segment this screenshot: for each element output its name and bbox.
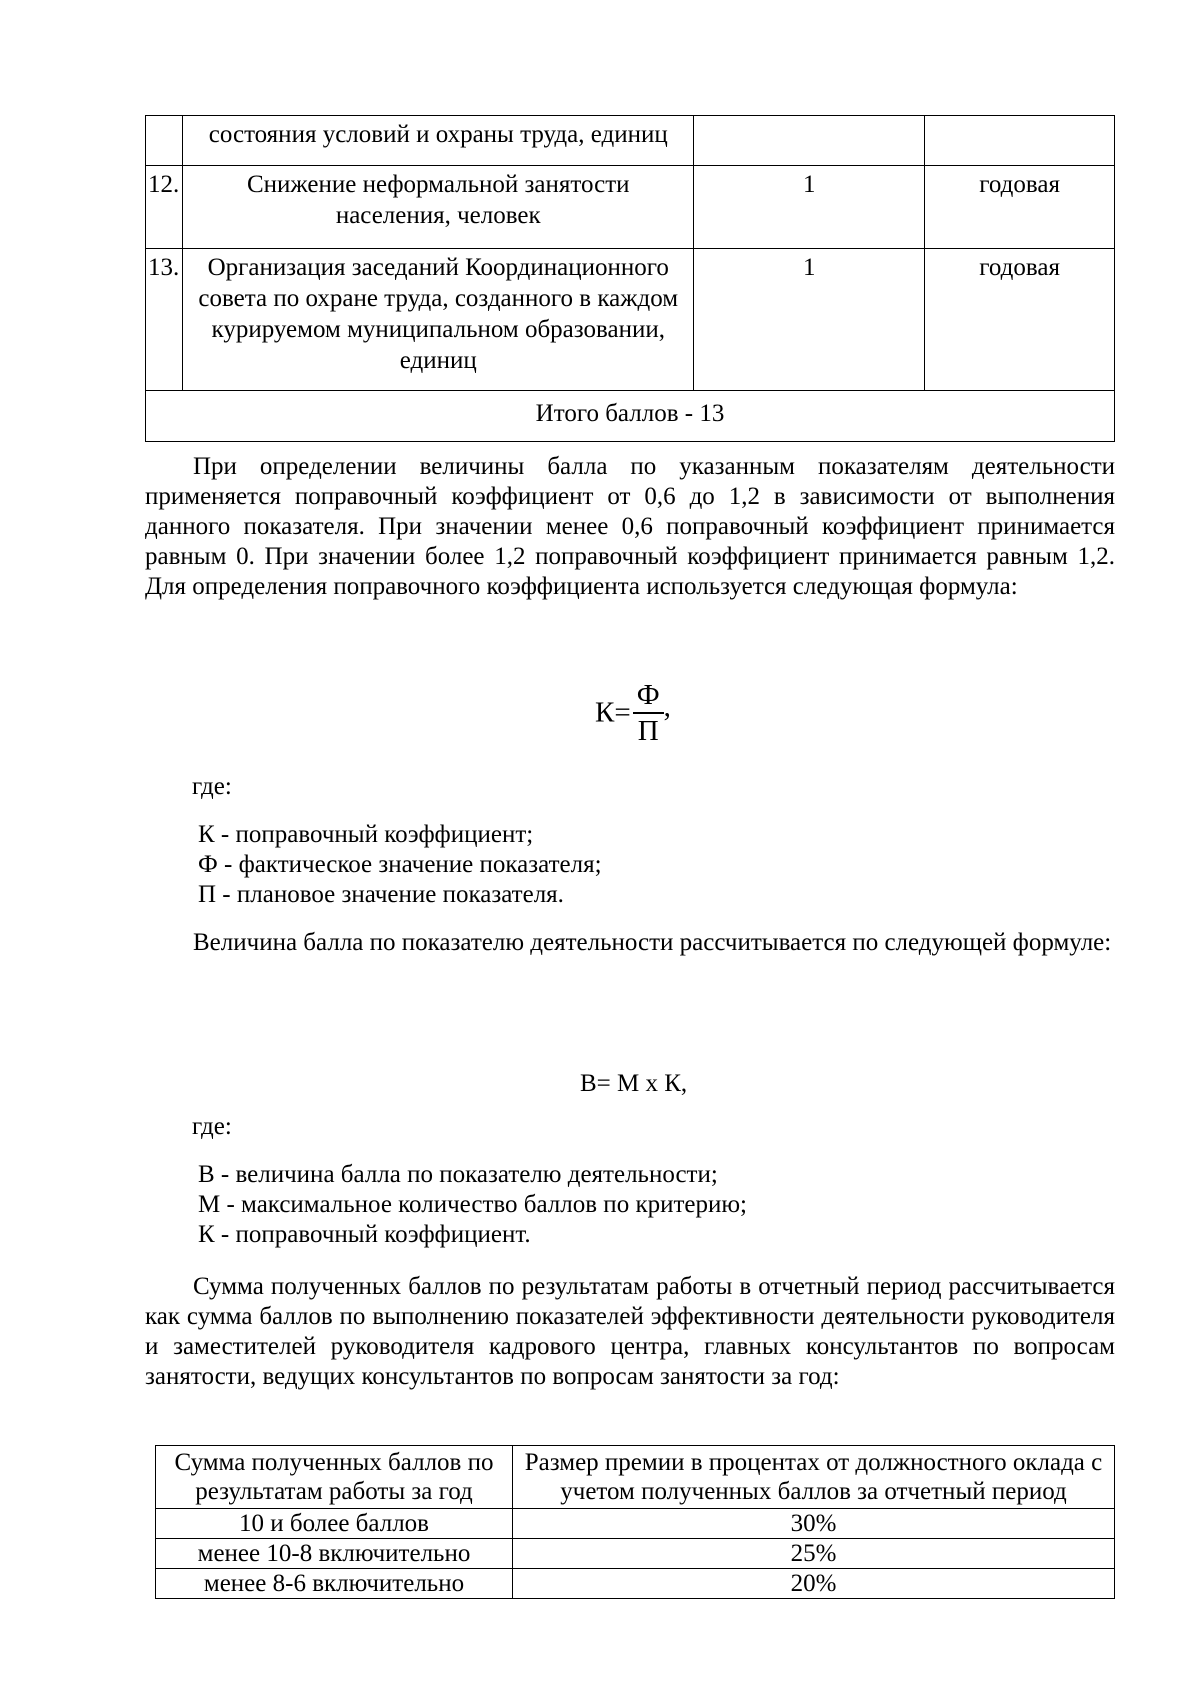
indicators-table xyxy=(145,115,1115,442)
fraction xyxy=(633,678,664,748)
table-row xyxy=(156,1509,1115,1539)
legend-item: П - плановое значение показателя. xyxy=(198,881,564,908)
table-row xyxy=(146,166,1115,249)
score-range: менее 8-6 включительно xyxy=(156,1569,513,1599)
row-number: 13. xyxy=(146,249,183,391)
column-header: Размер премии в процентах от должностного оклада с учетом полученных баллов за отчетный период xyxy=(513,1446,1115,1509)
table-row xyxy=(146,249,1115,391)
formula-left: К= xyxy=(595,696,631,729)
table-row xyxy=(156,1539,1115,1569)
legend-item: В - величина балла по показателю деятельности; xyxy=(198,1161,718,1188)
formula-coefficient xyxy=(595,678,671,748)
indicator-value: 1 xyxy=(694,166,925,249)
row-number: 12. xyxy=(146,166,183,249)
indicator-description: Организация заседаний Координационного совета по охране труда, созданного в каждом курируемом муниципальном образовании, единиц xyxy=(183,249,694,391)
indicator-value xyxy=(694,116,925,166)
indicator-value: 1 xyxy=(694,249,925,391)
paragraph-coefficient: При определении величины балла по указанным показателям деятельности применяется поправочный коэффициент от 0,6 до 1,2 в зависимости от выполнения данного показателя. При значении менее 0,6 поправочный коэффициент принимается равным 0. При значении более 1,2 поправочный коэффициент принимается равным 1,2. Для определения поправочного коэффициента используется следующая формула: xyxy=(145,453,1115,600)
legend-item: К - поправочный коэффициент. xyxy=(198,1221,531,1248)
fraction-numerator: Ф xyxy=(633,678,664,714)
indicator-description: Снижение неформальной занятости населения, человек xyxy=(183,166,694,249)
indicator-period: годовая xyxy=(925,249,1115,391)
legend-item: М - максимальное количество баллов по критерию; xyxy=(198,1191,747,1218)
formula-score: В= М х К, xyxy=(580,1070,688,1097)
formula-tail: , xyxy=(663,690,671,723)
table-row xyxy=(156,1569,1115,1599)
legend-item: К - поправочный коэффициент; xyxy=(198,821,534,848)
bonus-table xyxy=(155,1445,1115,1599)
score-range: менее 10-8 включительно xyxy=(156,1539,513,1569)
paragraph-score-formula: Величина балла по показателю деятельности рассчитывается по следующей формуле: xyxy=(193,929,1112,956)
table-total-row xyxy=(146,391,1115,442)
indicator-period xyxy=(925,116,1115,166)
legend-item: Ф - фактическое значение показателя; xyxy=(198,851,602,878)
where-label: где: xyxy=(192,1113,232,1140)
column-header: Сумма полученных баллов по результатам работы за год xyxy=(156,1446,513,1509)
row-number xyxy=(146,116,183,166)
table-header-row xyxy=(156,1446,1115,1509)
indicator-description: состояния условий и охраны труда, единиц xyxy=(183,116,694,166)
fraction-denominator: П xyxy=(637,715,659,747)
where-label: где: xyxy=(192,773,232,800)
table-row xyxy=(146,116,1115,166)
bonus-percent: 20% xyxy=(513,1569,1115,1599)
score-range: 10 и более баллов xyxy=(156,1509,513,1539)
total-points: Итого баллов - 13 xyxy=(146,391,1115,442)
bonus-percent: 25% xyxy=(513,1539,1115,1569)
paragraph-sum: Сумма полученных баллов по результатам работы в отчетный период рассчитывается как сумма баллов по выполнению показателей эффективности деятельности руководителя и заместителей руководителя кадрового центра, главных консультантов по вопросам занятости, ведущих консультантов по вопросам занятости за год: xyxy=(145,1273,1115,1390)
indicator-period: годовая xyxy=(925,166,1115,249)
bonus-percent: 30% xyxy=(513,1509,1115,1539)
